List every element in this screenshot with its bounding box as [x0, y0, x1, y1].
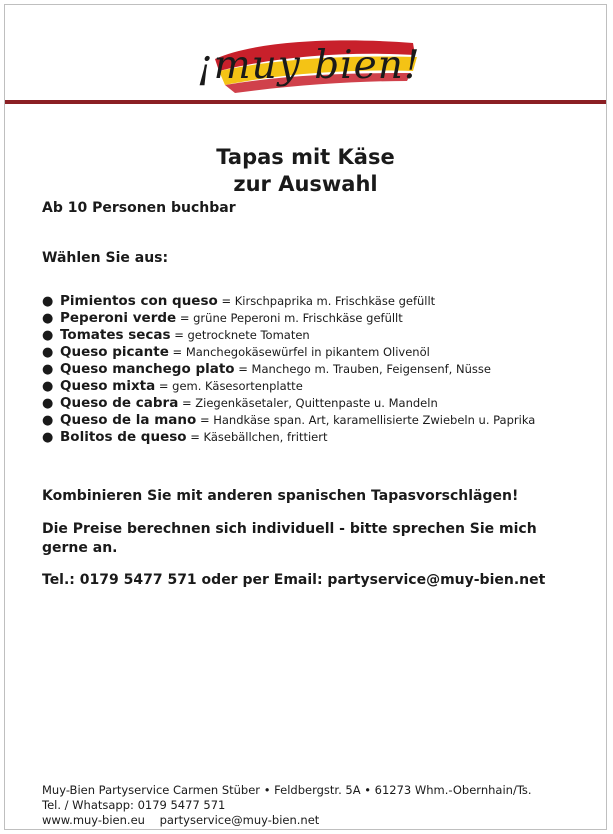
item-description: = getrocknete Tomaten [174, 328, 310, 342]
item-description: = Handkäse span. Art, karamellisierte Zwiebeln u. Paprika [199, 413, 536, 427]
bullet-icon: ● [42, 430, 54, 445]
footer [42, 783, 532, 828]
item-name: Tomates secas [60, 327, 171, 343]
page-title [5, 144, 606, 198]
item-description: = Käsebällchen, frittiert [190, 430, 328, 444]
list-item [42, 395, 535, 412]
item-name: Queso picante [60, 344, 169, 360]
footer-phone: Tel. / Whatsapp: 0179 5477 571 [42, 798, 226, 812]
item-name: Pimientos con queso [60, 293, 218, 309]
tapas-list [42, 293, 535, 446]
item-name: Queso manchego plato [60, 361, 235, 377]
pricing-note [42, 520, 582, 558]
item-description: = Kirschpaprika m. Frischkäse gefüllt [221, 294, 436, 308]
pricing-line-1: Die Preise berechnen sich individuell - bitte sprechen Sie mich [42, 521, 537, 537]
item-name: Queso de cabra [60, 395, 179, 411]
bullet-icon: ● [42, 362, 54, 377]
header-divider [5, 100, 606, 104]
list-item [42, 412, 535, 429]
list-item [42, 344, 535, 361]
footer-web-email [42, 813, 532, 828]
list-item [42, 361, 535, 378]
choose-heading: Wählen Sie aus: [42, 250, 169, 266]
email-link[interactable]: partyservice@muy-bien.net [159, 813, 320, 827]
website-link[interactable]: www.muy-bien.eu [42, 813, 145, 827]
combine-note: Kombinieren Sie mit anderen spanischen Tapasvorschlägen! [42, 488, 519, 504]
item-description: = Manchego m. Trauben, Feigensenf, Nüsse [238, 362, 491, 376]
bullet-icon: ● [42, 345, 54, 360]
title-line-1: Tapas mit Käse [216, 145, 395, 169]
item-name: Bolitos de queso [60, 429, 187, 445]
bullet-icon: ● [42, 413, 54, 428]
item-description: = gem. Käsesortenplatte [158, 379, 303, 393]
item-description: = Ziegenkäsetaler, Quittenpaste u. Mandeln [181, 396, 438, 410]
muy-bien-logo [185, 29, 435, 99]
booking-note: Ab 10 Personen buchbar [42, 200, 236, 216]
bullet-icon: ● [42, 379, 54, 394]
bullet-icon: ● [42, 311, 54, 326]
logo-text: ¡muy bien! [197, 43, 421, 88]
contact-line: Tel.: 0179 5477 571 oder per Email: partyservice@muy-bien.net [42, 572, 546, 588]
item-name: Peperoni verde [60, 310, 177, 326]
list-item [42, 310, 535, 327]
footer-address: Muy-Bien Partyservice Carmen Stüber • Feldbergstr. 5A • 61273 Whm.-Obernhain/Ts. [42, 783, 532, 797]
pricing-line-2: gerne an. [42, 540, 118, 556]
item-description: = grüne Peperoni m. Frischkäse gefüllt [179, 311, 403, 325]
item-name: Queso mixta [60, 378, 156, 394]
list-item [42, 327, 535, 344]
list-item [42, 429, 535, 446]
list-item [42, 293, 535, 310]
title-line-2: zur Auswahl [233, 172, 378, 196]
bullet-icon: ● [42, 328, 54, 343]
bullet-icon: ● [42, 396, 54, 411]
list-item [42, 378, 535, 395]
document-page [4, 4, 607, 830]
item-name: Queso de la mano [60, 412, 197, 428]
item-description: = Manchegokäsewürfel in pikantem Olivenöl [172, 345, 430, 359]
bullet-icon: ● [42, 294, 54, 309]
